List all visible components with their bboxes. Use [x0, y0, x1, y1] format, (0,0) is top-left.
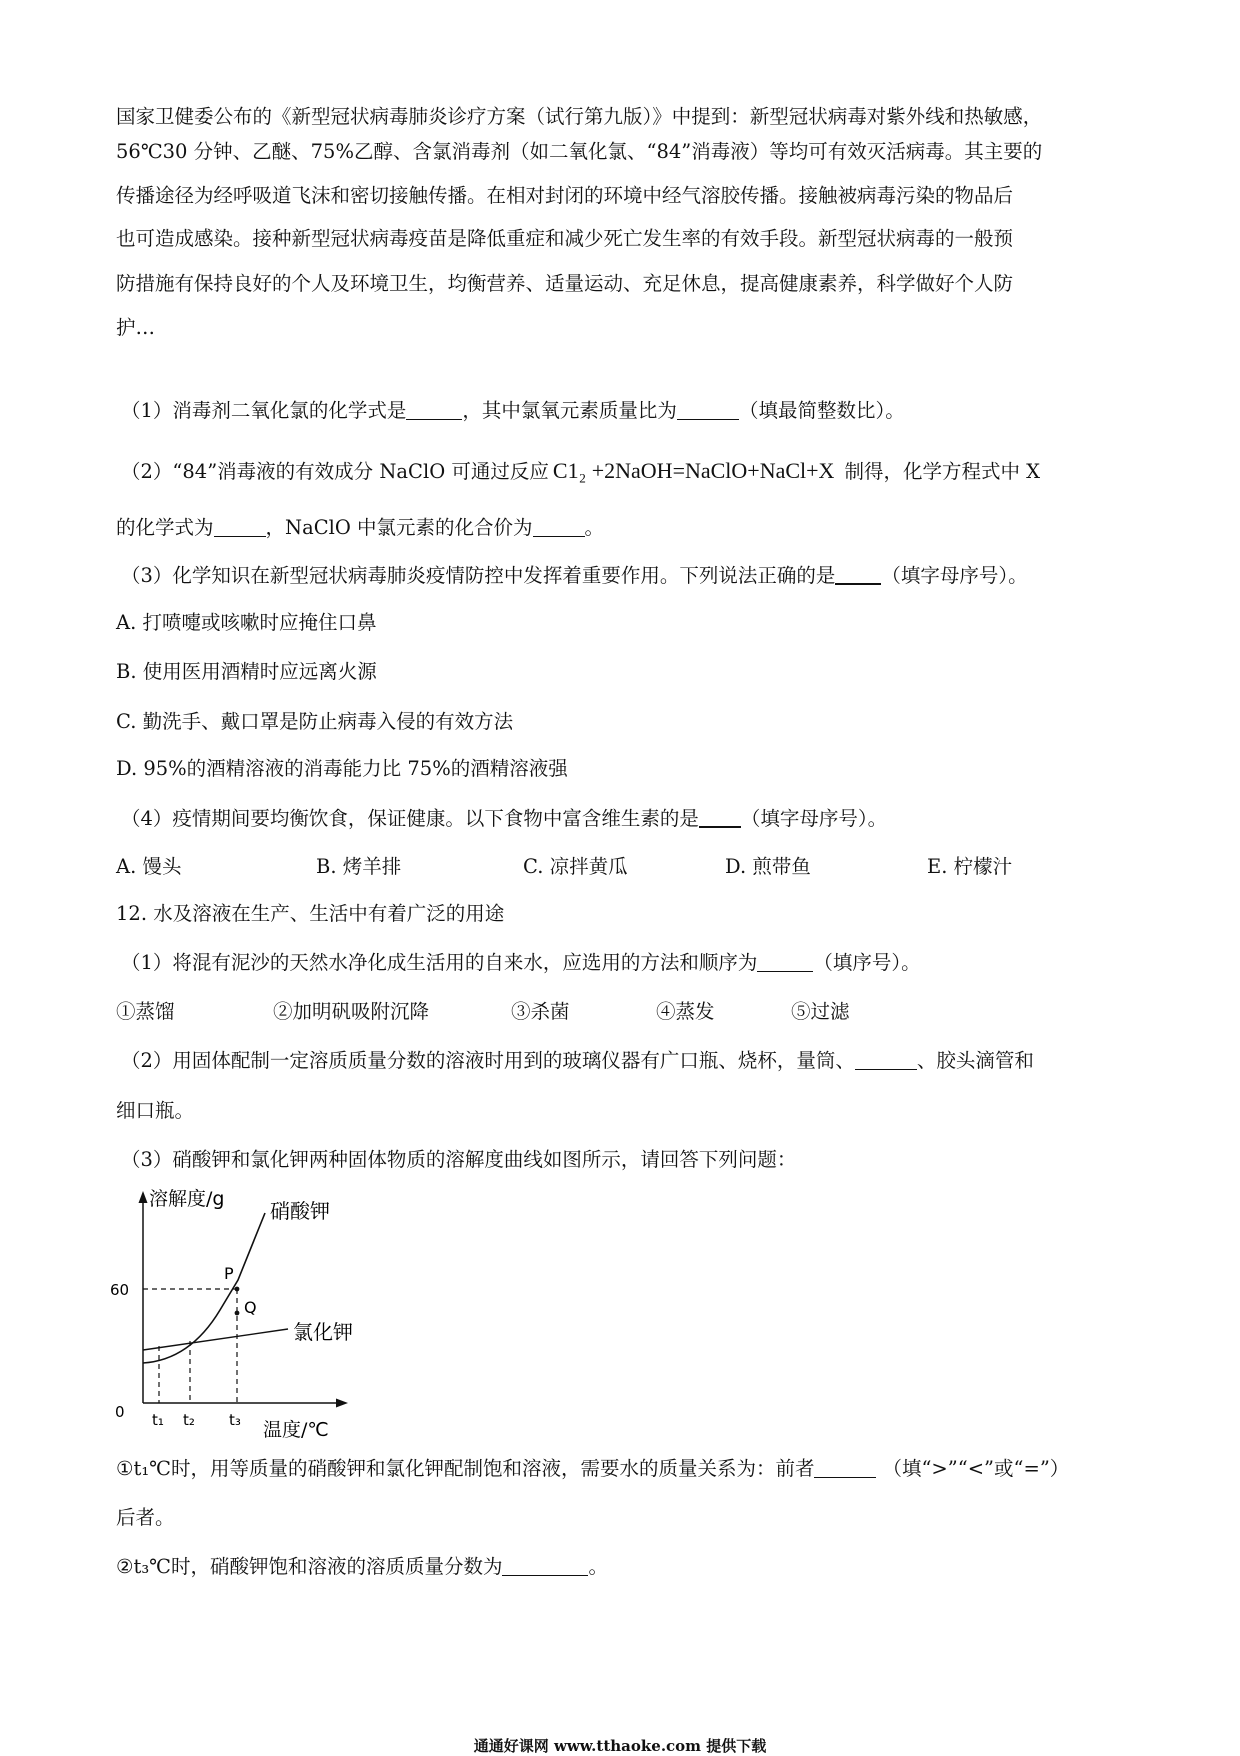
q11-p2-text-b: 制得，化学方程式中 X [844, 460, 1041, 483]
q11-part1 [121, 401, 905, 421]
point-p [235, 1287, 240, 1292]
q11-p3-text-a: （3）化学知识在新型冠状病毒肺炎疫情防控中发挥着重要作用。下列说法正确的是 [121, 564, 836, 587]
q12-p1-option-5: ⑤过滤 [791, 1000, 850, 1023]
point-q-label: Q [244, 1298, 257, 1317]
q12-sub1 [116, 1459, 1069, 1479]
q11-p4-option-c: C. 凉拌黄瓜 [523, 855, 628, 878]
kno3-label: 硝酸钾 [270, 1199, 330, 1223]
q11-part2-cont [116, 518, 604, 538]
q12-s1-text-a: ①t₁℃时，用等质量的硝酸钾和氯化钾配制饱和溶液，需要水的质量关系为：前者 [116, 1457, 815, 1480]
chemical-equation: C1₂ +2NaOH=NaClO+NaCl+X [552, 458, 835, 483]
y-tick-60: 60 [110, 1281, 130, 1299]
q11-p3-option-d: D. 95%的酒精溶液的消毒能力比 75%的酒精溶液强 [116, 757, 568, 780]
q12-part2-cont: 细口瓶。 [116, 1099, 195, 1122]
q11-p4-option-e: E. 柠檬汁 [927, 855, 1013, 878]
q11-p3-text-b: （填字母序号）。 [881, 564, 1028, 587]
q12-s1-text-b: （填“>”“<”或“=”） [882, 1457, 1070, 1480]
intro-line-3: 传播途径为经呼吸道飞沫和密切接触传播。在相对封闭的环境中经气溶胶传播。接触被病毒污染的物品后 [116, 184, 1014, 207]
x-axis-label: 温度/℃ [263, 1419, 329, 1440]
q11-p1-text-b: ，其中氯氧元素质量比为 [462, 399, 677, 422]
point-q [235, 1311, 240, 1316]
intro-line-2: 56℃30 分钟、乙醚、75%乙醇、含氯消毒剂（如二氧化氯、“84”消毒液）等均可有效灭活病毒。其主要的 [116, 140, 1043, 163]
x-tick-t2: t₂ [183, 1411, 195, 1429]
q12-part3: （3）硝酸钾和氯化钾两种固体物质的溶解度曲线如图所示，请回答下列问题： [121, 1148, 797, 1171]
q12-title: 12. 水及溶液在生产、生活中有着广泛的用途 [116, 902, 505, 925]
answer-blank[interactable] [406, 401, 462, 420]
q12-p1-option-4: ④蒸发 [656, 1000, 715, 1023]
q11-p1-text-a: （1）消毒剂二氧化氯的化学式是 [121, 399, 407, 422]
q11-p2-text-e: 。 [584, 516, 605, 539]
x-tick-t1: t₁ [152, 1411, 164, 1429]
x-axis-arrow [336, 1399, 348, 1408]
point-p-label: P [224, 1264, 234, 1283]
y-axis-arrow [139, 1191, 148, 1203]
answer-blank[interactable] [835, 565, 881, 585]
q11-part4 [121, 808, 887, 829]
answer-blank[interactable] [533, 518, 585, 537]
q11-part3 [121, 565, 1028, 586]
q11-p2-text-c: 的化学式为 [116, 516, 214, 539]
q11-p3-option-b: B. 使用医用酒精时应远离火源 [116, 660, 377, 683]
q11-p4-option-d: D. 煎带鱼 [725, 855, 811, 878]
origin-label: 0 [115, 1403, 125, 1421]
answer-blank[interactable] [677, 401, 739, 420]
q11-p1-text-c: （填最简整数比）。 [738, 399, 905, 422]
q12-p1-option-1: ①蒸馏 [116, 1000, 175, 1023]
q12-part1 [121, 953, 921, 973]
y-axis-label: 溶解度/g [149, 1188, 225, 1210]
q11-p4-text-b: （填字母序号）。 [740, 807, 888, 830]
answer-blank[interactable] [502, 1557, 588, 1576]
q12-p1-text-a: （1）将混有泥沙的天然水净化成生活用的自来水，应选用的方法和顺序为 [121, 951, 758, 974]
kcl-curve [143, 1329, 288, 1350]
x-tick-t3: t₃ [229, 1411, 241, 1429]
q11-part2 [121, 460, 1040, 482]
q11-p2-text-d: ，NaClO 中氯元素的化合价为 [265, 516, 533, 539]
q12-p1-option-3: ③杀菌 [511, 1000, 570, 1023]
intro-line-1: 国家卫健委公布的《新型冠状病毒肺炎诊疗方案（试行第九版）》中提到：新型冠状病毒对紫外线和热敏感， [116, 105, 1043, 128]
answer-blank[interactable] [699, 808, 741, 828]
answer-blank[interactable] [214, 518, 266, 537]
q11-p2-text-a: （2）“84”消毒液的有效成分 NaClO 可通过反应 [121, 460, 549, 483]
answer-blank[interactable] [855, 1051, 917, 1070]
intro-line-6: 护… [116, 316, 156, 339]
q12-sub2 [116, 1557, 608, 1577]
footer-credit: 通通好课网 www.tthaoke.com 提供下载 [473, 1737, 767, 1755]
q11-p3-option-a: A. 打喷嚏或咳嗽时应掩住口鼻 [116, 611, 377, 634]
answer-blank[interactable] [757, 953, 813, 972]
q11-p4-option-b: B. 烤羊排 [316, 855, 402, 878]
q11-p4-option-a: A. 馒头 [116, 855, 182, 878]
q11-p3-option-c: C. 勤洗手、戴口罩是防止病毒入侵的有效方法 [116, 710, 514, 733]
solubility-curve-diagram [110, 1185, 390, 1440]
q12-sub1-cont: 后者。 [116, 1506, 175, 1529]
q12-p2-text-a: （2）用固体配制一定溶质质量分数的溶液时用到的玻璃仪器有广口瓶、烧杯，量筒、 [121, 1049, 855, 1072]
q11-p4-text-a: （4）疫情期间要均衡饮食，保证健康。以下食物中富含维生素的是 [121, 807, 699, 830]
kcl-label: 氯化钾 [293, 1320, 353, 1344]
answer-blank[interactable] [814, 1459, 876, 1478]
q12-s2-text-a: ②t₃℃时，硝酸钾饱和溶液的溶质质量分数为 [116, 1555, 503, 1578]
intro-line-4: 也可造成感染。接种新型冠状病毒疫苗是降低重症和减少死亡发生率的有效手段。新型冠状病毒的一般预 [116, 227, 1014, 250]
q12-p1-option-2: ②加明矾吸附沉降 [273, 1000, 430, 1023]
q12-s2-text-b: 。 [588, 1555, 608, 1578]
q12-p2-text-b: 、胶头滴管和 [916, 1049, 1034, 1072]
q12-part2 [121, 1051, 1034, 1071]
q12-p1-text-b: （填序号）。 [813, 951, 921, 974]
intro-line-5: 防措施有保持良好的个人及环境卫生，均衡营养、适量运动、充足休息，提高健康素养，科学做好个人防 [116, 272, 1014, 295]
